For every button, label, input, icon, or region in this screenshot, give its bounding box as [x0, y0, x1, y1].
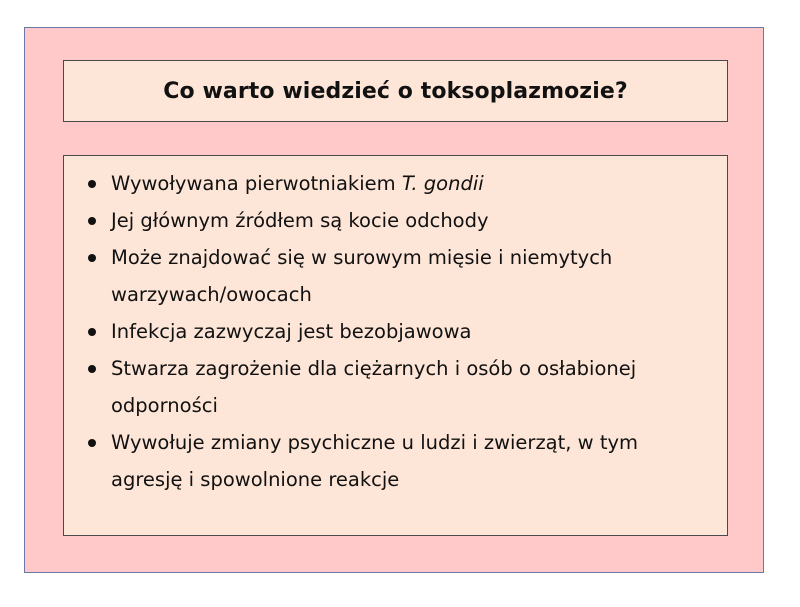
bullet-icon: [88, 217, 96, 225]
bullet-icon: [88, 180, 96, 188]
list-item: [86, 424, 706, 498]
bullet-icon: [88, 365, 96, 373]
content-box: [63, 155, 728, 536]
title-box: [63, 60, 728, 122]
list-item: [86, 350, 706, 424]
bullet-text: Jej głównym źródłem są kocie odchody: [111, 209, 489, 232]
bullet-text: Wywołuje zmiany psychiczne u ludzi i zwierząt, w tym agresję i spowolnione reakcje: [111, 431, 639, 491]
bullet-text: Stwarza zagrożenie dla ciężarnych i osób o osłabionej odporności: [111, 357, 637, 417]
bullet-text: Wywoływana pierwotniakiem: [111, 172, 402, 195]
bullet-icon: [88, 328, 96, 336]
bullet-text: Infekcja zazwyczaj jest bezobjawowa: [111, 320, 472, 343]
bullet-icon: [88, 254, 96, 262]
bullet-list: [86, 165, 706, 498]
list-item: [86, 313, 706, 350]
bullet-icon: [88, 439, 96, 447]
slide-title: Co warto wiedzieć o toksoplazmozie?: [163, 78, 628, 104]
list-item: [86, 165, 706, 202]
bullet-text-italic: T. gondii: [401, 172, 484, 195]
bullet-text: Może znajdować się w surowym mięsie i niemytych warzywach/owocach: [111, 246, 613, 306]
list-item: [86, 239, 706, 313]
slide-panel: [24, 27, 764, 573]
list-item: [86, 202, 706, 239]
